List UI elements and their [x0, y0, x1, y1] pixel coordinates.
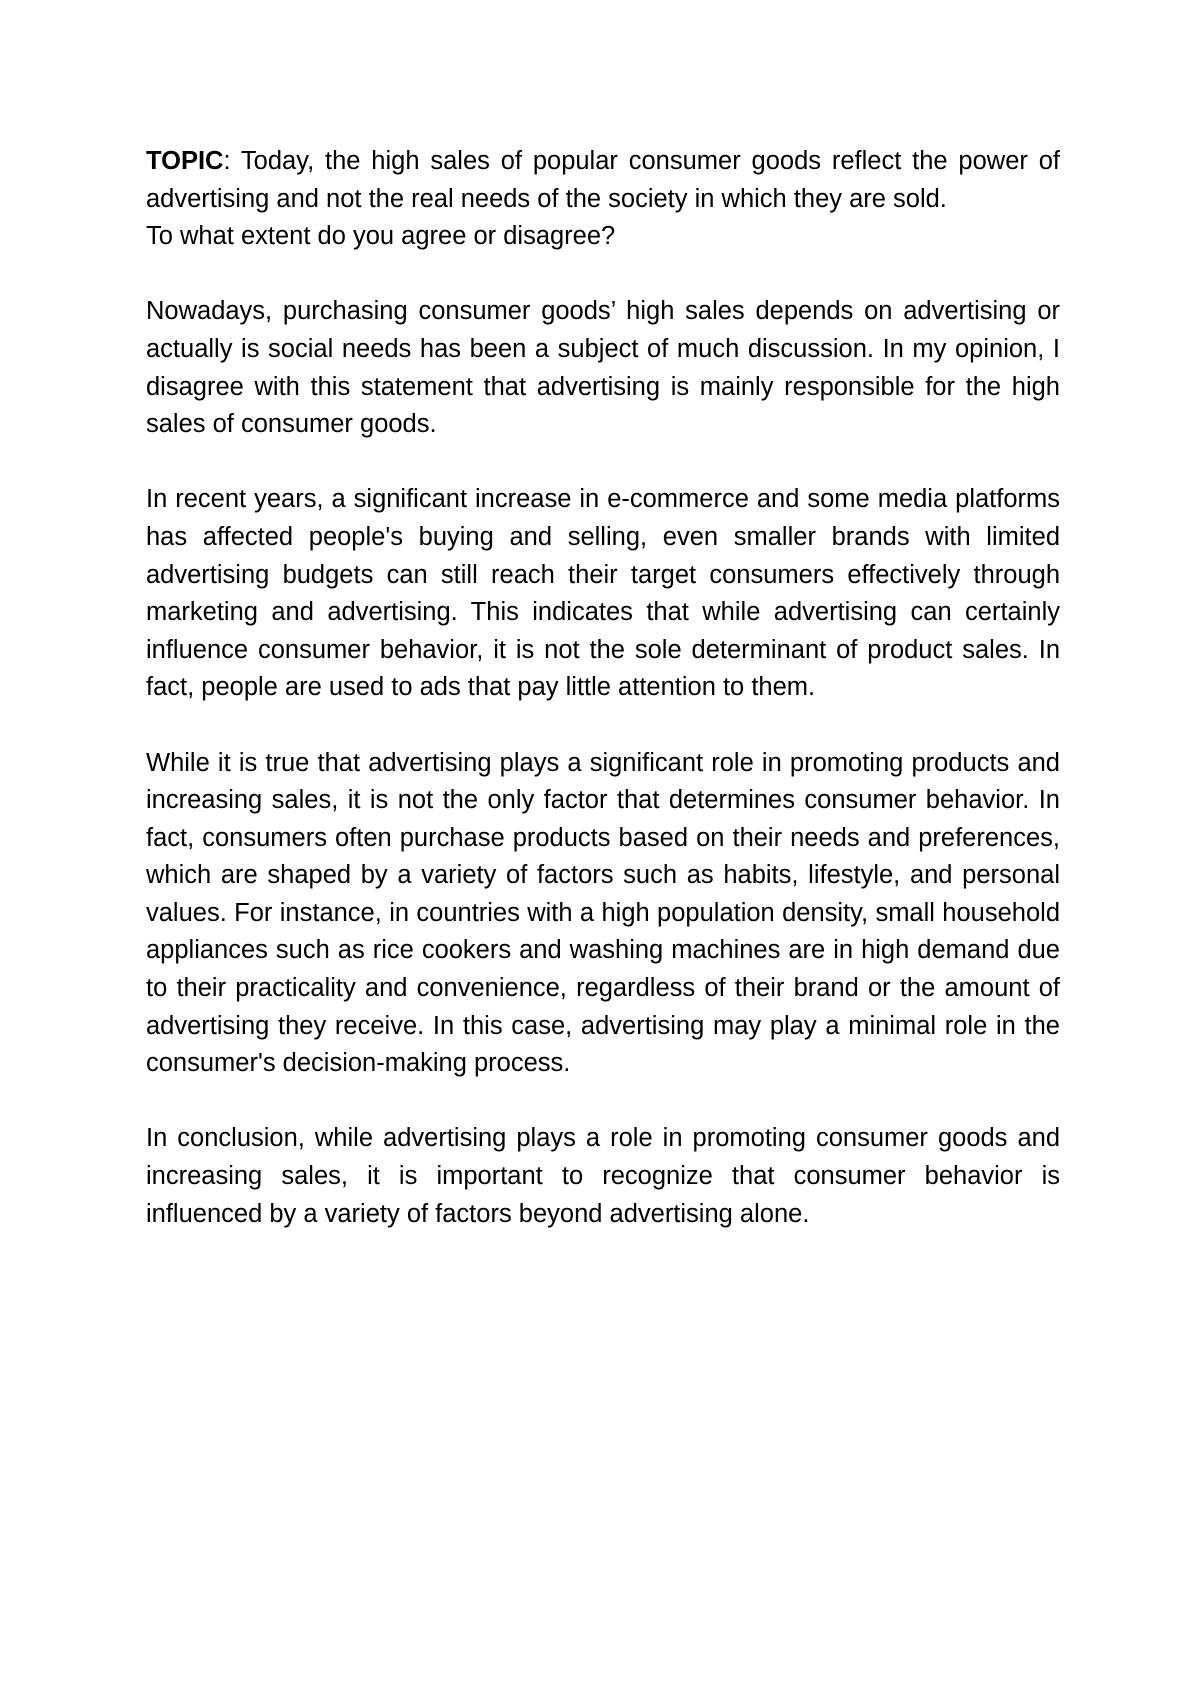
- topic-statement: [146, 143, 1060, 218]
- topic-question: To what extent do you agree or disagree?: [146, 222, 616, 251]
- paragraph-spacer: [146, 256, 1060, 294]
- paragraph-spacer: [146, 707, 1060, 745]
- topic-label: TOPIC: [146, 147, 224, 175]
- paragraph-body-1: In recent years, a significant increase in e-commerce and some media platforms has affected people's buying and selling, even smaller brands with limited advertising budgets can still reach their target consumers effectively through marketing and advertising. This indicates that while advertising can certainly influence consumer behavior, it is not the sole determinant of product sales. In fact, people are used to ads that pay little attention to them.: [146, 485, 1060, 702]
- paragraph-spacer: [146, 1083, 1060, 1121]
- paragraph-spacer: [146, 444, 1060, 482]
- topic-text: : Today, the high sales of popular consumer goods reflect the power of advertising and not the real needs of the society in which they are sold.: [146, 147, 1060, 213]
- paragraph-conclusion: In conclusion, while advertising plays a role in promoting consumer goods and increasing sales, it is important to recognize that consumer behavior is influenced by a variety of factors beyond advertising alone.: [146, 1124, 1060, 1228]
- paragraph-body-2: While it is true that advertising plays a significant role in promoting products and increasing sales, it is not the only factor that determines consumer behavior. In fact, consumers often purchase products based on their needs and preferences, which are shaped by a variety of factors such as habits, lifestyle, and personal values. For instance, in countries with a high population density, small household appliances such as rice cookers and washing machines are in high demand due to their practicality and convenience, regardless of their brand or the amount of advertising they receive. In this case, advertising may play a minimal role in the consumer's decision-making process.: [146, 748, 1060, 1078]
- paragraph-introduction: Nowadays, purchasing consumer goods’ high sales depends on advertising or actually is social needs has been a subject of much discussion. In my opinion, I disagree with this statement that advertising is mainly responsible for the high sales of consumer goods.: [146, 297, 1060, 439]
- essay-body: [146, 143, 1060, 1233]
